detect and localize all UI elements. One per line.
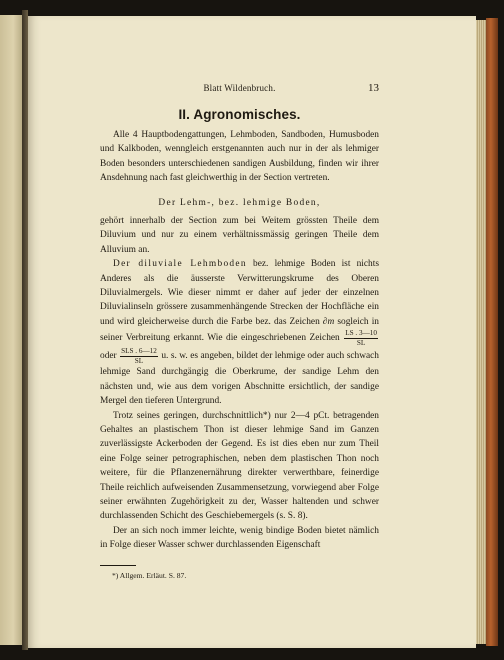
book-cover-edge: [486, 18, 498, 646]
page-text: [100, 82, 379, 581]
paragraph-thon-gehalt: Trotz seines geringen, durchschnittlich*) nur 2—4 pCt. betragenden Gehaltes an plastischem Thon ist dieser lehmige Sand im Ganzen zuverlässigste Ackerboden der Gegend. Es ist dies eben nur zum Theil eine Folge seiner petrographischen, neben dem plastischen Thon noch weitere, für die Pflanzenernährung direkter verwerthbare, feinerdige Theile reichlich aufweisenden Zusammensetzung, vorwiegend aber Folge seiner erwähnten Zugehörigkeit zu der, Wasser haltenden und schwer durchlassenden Schicht des Geschiebemergels (s. S. 8).: [100, 410, 379, 522]
page-stack-edge: [476, 20, 486, 644]
term-diluvialer-lehmboden: Der diluviale Lehmboden: [113, 259, 247, 270]
running-header: [100, 82, 379, 96]
text-segment: sogleich in seiner Verbreitung erkannt. Wie die eingeschriebenen Zeichen: [100, 316, 379, 344]
section-heading: II. Agronomisches.: [178, 107, 301, 122]
footnote: *) Allgem. Erläut. S. 87.: [112, 570, 187, 580]
paragraph-diluvium: gehört innerhalb der Section zum bei Weitem grössten Theile dem Diluvium und nur zu einem verhältnissmässig geringen Theile dem Alluvium an.: [100, 216, 379, 255]
text-segment: bez. lehmige Boden ist nichts Anderes als die äusserste Verwitterungskrume des Oberen Diluvialmergels. Wie dieser nimmt er daher auf jeder der einzelnen Diluvialinseln grössere zusammenhängende Strecken der Hochfläche ein und wird gleicherweise durch die Farbe bez. das Zeichen: [100, 259, 379, 327]
left-page-edge: [0, 15, 23, 645]
sub-heading-lehmboden: Der Lehm-, bez. lehmige Boden,: [158, 197, 321, 208]
fraction-denominator: SL: [356, 338, 366, 347]
paragraph-diluvial-lehmboden: [100, 257, 379, 408]
text-segment: u. s. w. es angeben, bildet der lehmige oder auch schwach lehmige Sand durchgängig die Oberkrume, der sandige Lehm den nächsten und, wie aus dem vorigen Abschnitte ersichtlich, der sandige Mergel den tieferen Untergrund.: [100, 351, 379, 407]
fraction-numerator: SLS . 6—12: [121, 347, 157, 356]
fraction-numerator: LS . 3—10: [345, 329, 377, 338]
footnote-divider: [100, 565, 136, 566]
paragraph-leichter-boden: Der an sich noch immer leichte, wenig bindige Boden bietet nämlich in Folge dieser Wasser schwer durchlassenden Eigenschaft: [100, 525, 379, 551]
paragraph-intro: Alle 4 Hauptbodengattungen, Lehmboden, Sandboden, Humusboden und Kalkboden, wenngleich erstgenannten auch nur in der als lehmiger Boden besonders unterschiedenen sandigen Ausbildung, finden wir ihrer Ansdehnung nach fast gleichwerthig in der Section vertreten.: [100, 130, 379, 184]
running-title: Blatt Wildenbruch.: [203, 83, 276, 93]
map-symbol: ∂m: [322, 316, 335, 327]
page-number: 13: [368, 82, 379, 94]
fraction-ls-sl: [344, 329, 378, 347]
fraction-sls-sl: [120, 347, 158, 365]
text-segment: oder: [100, 351, 120, 362]
fraction-denominator: SL: [134, 356, 144, 365]
